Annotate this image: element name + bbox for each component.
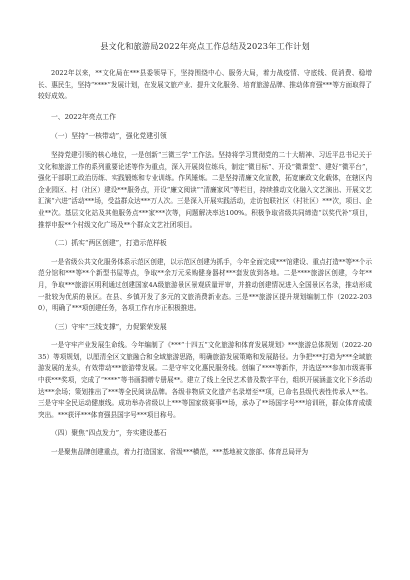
subsection-heading-2: （二）抓实“两区创建”，打造示范样板: [51, 239, 167, 248]
intro-paragraph: 2022年以来，**文化局在***县委领导下，坚持围绕中心、服务大局，着力战疫情、守底线、促消费、稳增长、惠民生，坚持“****”发展计划，在发展文旅产业、提升文化服务、培育旅游品牌、推动体育强***等方面取得了较好成效。: [38, 69, 372, 101]
subsection-body-2: 一是省级公共文化服务体系示范区创建，以示范区创建为抓手，今年全面完成***馆建设、重点打造**等**个示范分馆和***等**个新型书屋等点，争取**余万元采购健身器材***套发放到各地。二是****旅游区创建，今年**月，争取***旅游区明利通过创建国家4A级旅游景区景观质量评审，并推动创建情况进入全国景区名录，推动形成一批较为优质的景区。在县、乡镇开发了多元的文旅消费新业态。三是***旅游区提升规划编制工作（2022-2030），明确了***项创建任务，各项工作有序正积极推进。: [38, 257, 372, 313]
subsection-heading-1: （一）坚持“一核带动”，强化党建引领: [51, 132, 167, 141]
subsection-body-1: 坚持党建引领的核心地位，一是创新“三微三学”工作法。坚持将学习贯彻党的二十大精神、习近平总书记关于文化和旅游工作的系列重要论述等作为重点，深入开展岗位练兵，制定“微目标”、开设“微课堂”、建好“微平台”，强化干部职工政治历练、实践锻炼和专业训练。作风锤炼。二是坚持清廉文化宣教，拓宽廉政文化载体，在辖区内企业园区、村（社区）建设***服务点，开设“廉文阅读”“清廉家风”等栏目，持续推动文化融入文艺演出、开展文艺汇演“六进”活动***场，受益群众达***万人次。三是深入开展实践活动，走访包联社区（村社区）***次，项目、企业**次。基层文化站及其他服务点***家***次等，问题解决率达100%。积极争取省级共同缔造“以奖代补”项目，推荐申报**个村级文化广场及**个群众文艺社团项目。: [38, 150, 372, 229]
subsection-heading-4: （四）聚焦“四点发力”，夯实建设基石: [51, 429, 167, 438]
section-heading-highlights: 一、2022年亮点工作: [51, 112, 116, 121]
subsection-body-3: 一是守牢产业发展生命线。今年编制了《***“十四五”文化旅游和体育发展规划》***旅游总体规划（2022-2035）等项规划，以厘清全区文旅融合和全域旅游思路，明确旅游发展策略和发展路径。力争把***打造为***全域旅游发展的龙头，有效带动***旅游带发展。二是守牢文化惠民服务线。创编了****等新作，并选送***参加市级赛事中获***奖项，完成了“****”等书画捐赠专册展**。建立了线上全民艺术普及数字平台，组织开展涵盖文化下乡活动达***余场；策划推出了***等全民阅读品牌。各级非物质文化遗产名录增至**项，已命名县级代表性传承人**名。三是守牢全民运动健康线。成功举办省级以上***等国家级赛事**场，承办了**场国字号***培训班，群众体育成绩突出。***获评***体育强县国字号***项目称号。: [38, 341, 372, 419]
document-title: 县文化和旅游局2022年亮点工作总结及2023年工作计划: [100, 41, 310, 51]
subsection-body-4: 一是聚焦品牌创建重点，着力打造国家、省级***横范，***基地被文旅部、体育总局评为: [51, 448, 309, 457]
subsection-heading-3: （三）守牢“三线支撑”，力促繁荣发展: [51, 322, 167, 331]
